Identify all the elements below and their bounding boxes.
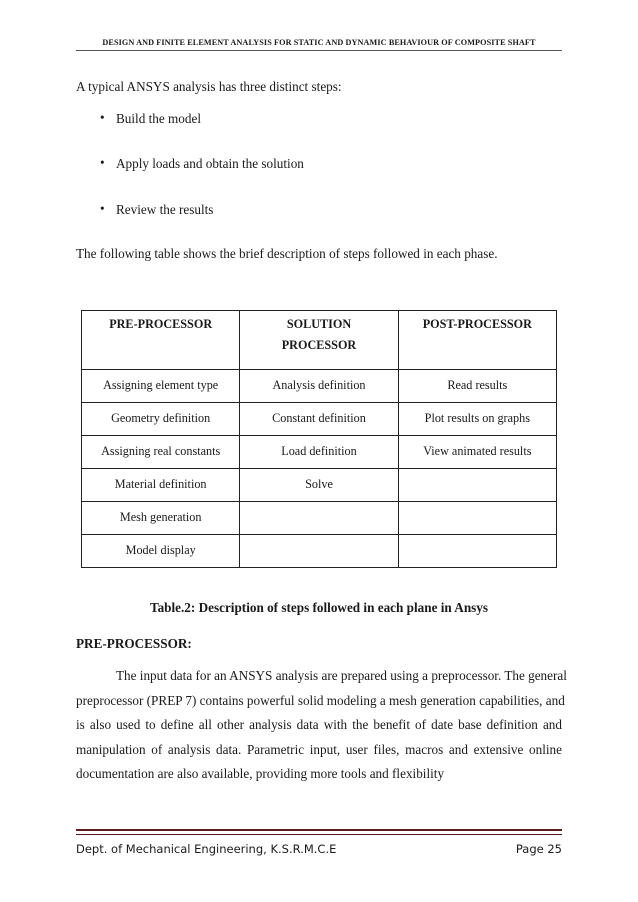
table-row [82,535,557,568]
table-cell: Plot results on graphs [398,403,556,436]
table-cell: Model display [82,535,240,568]
header-cell-solution-processor: SOLUTION PROCESSOR [240,311,398,370]
steps-table [81,310,557,568]
table-cell [398,535,556,568]
table-cell: Read results [398,370,556,403]
table-cell: Solve [240,469,398,502]
table-header-row [82,311,557,370]
table-cell: Mesh generation [82,502,240,535]
header-cell-pre-processor: PRE-PROCESSOR [82,311,240,370]
table-cell: Load definition [240,436,398,469]
table-cell [240,502,398,535]
paragraph-line: documentation are also available, providing more tools and flexibility [76,766,445,781]
table-caption: Table.2: Description of steps followed in each plane in Ansys [149,600,489,615]
table-cell: Assigning element type [82,370,240,403]
table-intro-text: The following table shows the brief description of steps followed in each phase. [76,246,498,261]
bullet-marker: • [100,110,105,125]
paragraph-line: manipulation of analysis data. Parametric input, user files, macros and extensive online [76,741,562,757]
page-number: Page 25 [515,842,562,856]
table-cell [398,469,556,502]
intro-text: A typical ANSYS analysis has three distinct steps: [76,79,342,94]
table-row [82,469,557,502]
table-cell: View animated results [398,436,556,469]
list-item: Build the model [116,111,201,126]
table-cell: Analysis definition [240,370,398,403]
table-row [82,370,557,403]
footer-rule-thick [76,829,562,831]
list-item: Review the results [116,202,214,217]
header-rule [76,50,562,51]
bullet-marker: • [100,201,105,216]
table-cell [240,535,398,568]
paragraph-line: preprocessor (PREP 7) contains powerful solid modeling a mesh generation capabilities, and [76,692,565,708]
bullet-marker: • [100,155,105,170]
body-paragraph [76,664,567,787]
table-cell: Material definition [82,469,240,502]
table-row [82,436,557,469]
paragraph-line: The input data for an ANSYS analysis are prepared using a preprocessor. The general [116,668,567,683]
footer-rule-thin [76,834,562,835]
table-cell: Geometry definition [82,403,240,436]
footer-department: Dept. of Mechanical Engineering, K.S.R.M.C.E [76,842,337,856]
table-cell [398,502,556,535]
paragraph-line: is also used to define all other analysis data with the benefit of date base definition and [76,717,562,732]
table-cell: Assigning real constants [82,436,240,469]
running-header: DESIGN AND FINITE ELEMENT ANALYSIS FOR STATIC AND DYNAMIC BEHAVIOUR OF COMPOSITE SHAFT [102,38,536,47]
header-cell-post-processor: POST-PROCESSOR [398,311,556,370]
table-row [82,502,557,535]
section-heading: PRE-PROCESSOR: [76,636,192,651]
list-item: Apply loads and obtain the solution [116,156,304,171]
table-row [82,403,557,436]
table-cell: Constant definition [240,403,398,436]
